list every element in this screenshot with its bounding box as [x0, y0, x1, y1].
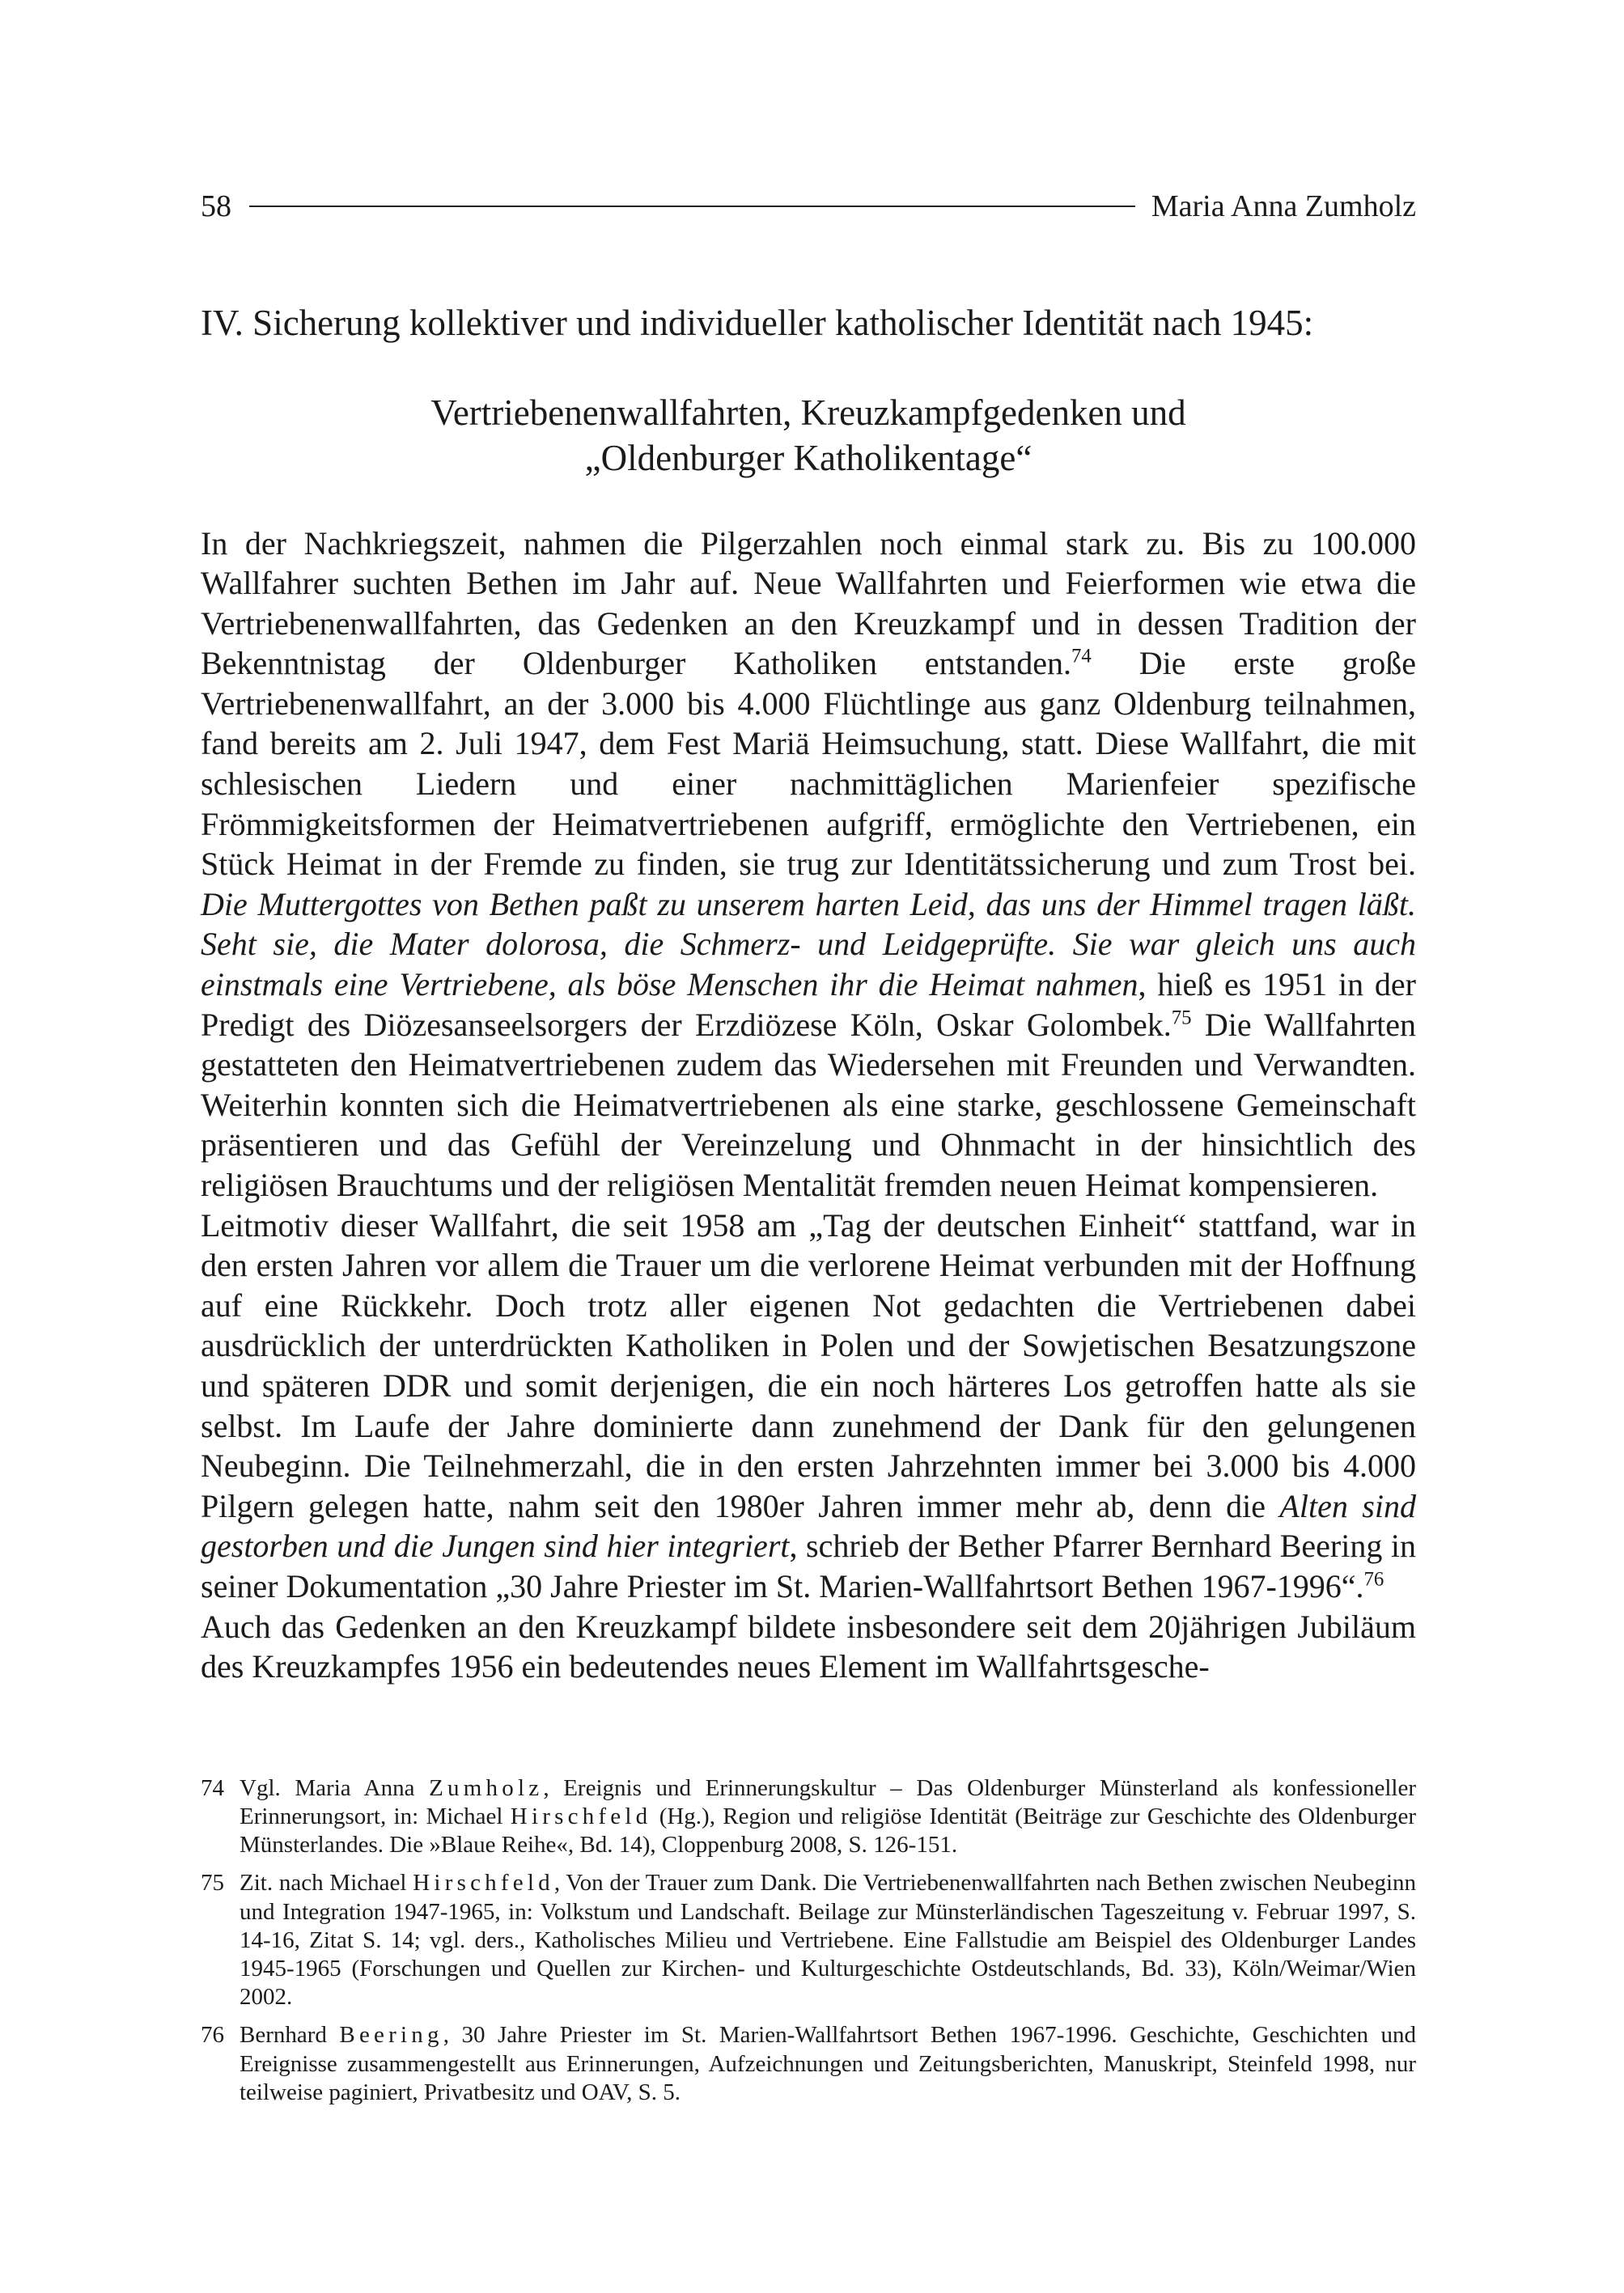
text-run: Die Wallfahrten gestatteten den Heimatvertriebenen zudem das Wiedersehen mit Freunden und Verwandten. Weiterhin konnten sich die Heimatvertriebenen als eine starke, geschlossene Gemeinschaft präsentieren und das Gefühl der Vereinzelung und Ohnmacht in der hinsichtlich des religiösen Brauchtums und der religiösen Mentalität fremden neuen Heimat kompensieren. [201, 1006, 1417, 1203]
subtitle-line-1: Vertriebenenwallfahrten, Kreuzkampfgedenken und [430, 392, 1186, 433]
paragraph-3: Auch das Gedenken an den Kreuzkampf bildete insbesondere seit dem 20jährigen Jubiläum des Kreuzkampfes 1956 ein bedeutendes neues Element im Wallfahrtsgesche- [201, 1608, 1416, 1685]
header-rule [249, 206, 1135, 207]
text-run: Bernhard [240, 2022, 340, 2049]
section-heading: IV. Sicherung kollektiver und individueller katholischer Identität nach 1945: [201, 303, 1314, 343]
text-run: , Von der Trauer zum Dank. Die Vertriebenenwallfahrten nach Bethen zwischen Neubeginn und Integration 1947-1965, in: Volkstum und Landschaft. Beilage zur Münsterländischen Tageszeitung v. Februar 1997, S. 14-16, Zitat S. 14; vgl. ders., Katholisches Milieu und Vertriebene. Eine Fallstudie am Beispiel des Oldenburger Landes 1945-1965 (Forschungen und Quellen zur Kirchen- und Kulturgeschichte Ostdeutschlands, Bd. 33), Köln/Weimar/Wien 2002. [240, 1870, 1416, 2011]
text-run: , 30 Jahre Priester im St. Marien-Wallfahrtsort Bethen 1967-1996. Geschichte, Geschichten und Ereignisse zusammengestellt aus Erinnerungen, Aufzeichnungen und Zeitungsberichten, Manuskript, Steinfeld 1998, nur teilweise paginiert, Privatbesitz und OAV, S. 5. [240, 2022, 1416, 2105]
footnote-number: 75 [201, 1870, 224, 1897]
author-name: Hirschfeld [413, 1870, 554, 1897]
paragraph-2 [201, 1206, 1416, 1607]
footnote-ref-75: 75 [1171, 1007, 1192, 1029]
author-name: Zumholz [429, 1774, 544, 1801]
footnote-76 [201, 2021, 1416, 2107]
text-run: Die erste große Vertriebenenwallfahrt, an der 3.000 bis 4.000 Flüchtlinge aus ganz Oldenburg teilnahmen, fand bereits am 2. Juli 1947, dem Fest Mariä Heimsuchung, statt. Diese Wallfahrt, die mit schlesischen Liedern und einer nachmittäglichen Marienfeier spezifische Frömmigkeitsformen der Heimatvertriebenen aufgriff, ermöglichte den Vertriebenen, ein Stück Heimat in der Fremde zu finden, sie trug zur Identitätssicherung und zum Trost bei. [201, 645, 1416, 883]
page-number: 58 [201, 189, 231, 223]
footnote-75 [201, 1869, 1416, 2011]
text-run: Vgl. Maria Anna [240, 1774, 430, 1801]
subtitle-line-2: „Oldenburger Katholikentage“ [584, 438, 1032, 479]
text-run: , Ereignis und Erinnerungskultur – Das Oldenburger Münsterland als konfessioneller Erinnerungsort, in: Michael [240, 1774, 1416, 1829]
footnote-74 [201, 1774, 1416, 1860]
footnote-text [240, 1774, 1416, 1860]
text-run: In der Nachkriegszeit, nahmen die Pilgerzahlen noch einmal stark zu. Bis zu 100.000 Wallfahrer suchten Bethen im Jahr auf. Neue Wallfahrten und Feierformen wie etwa die Vertriebenenwallfahrten, das Gedenken an den Kreuzkampf und in dessen Tradition der Bekenntnistag der Oldenburger Katholiken entstanden. [201, 524, 1416, 682]
footnote-ref-76: 76 [1363, 1568, 1384, 1591]
running-head-author: Maria Anna Zumholz [1151, 189, 1416, 223]
footnote-text [240, 2021, 1416, 2107]
footnote-number: 74 [201, 1774, 224, 1801]
quotation: Die Muttergottes von Bethen paßt zu unserem harten Leid, das uns der Himmel tragen läßt. Seht sie, die Mater dolorosa, die Schmerz- und Leidgeprüfte. Sie war gleich uns auch einstmals eine Vertriebene, als böse Menschen ihr die Heimat nahmen [201, 885, 1416, 1003]
paragraph-1 [201, 523, 1416, 1206]
footnote-text [240, 1869, 1416, 2011]
text-run: Zit. nach Michael [240, 1870, 413, 1897]
text-run: , hieß es 1951 in der Predigt des Diözesanseelsorgers der Erzdiözese Köln, Oskar Golombek. [201, 966, 1417, 1043]
footnote-number: 76 [201, 2022, 224, 2049]
body-text [201, 523, 1416, 1687]
footnote-ref-74: 74 [1071, 645, 1092, 668]
author-name: Beering [339, 2022, 443, 2049]
section-subtitle [201, 390, 1416, 481]
author-name: Hirschfeld [510, 1803, 652, 1829]
footnotes [201, 1774, 1416, 2107]
text-run: (Hg.), Region und religiöse Identität (Beiträge zur Geschichte des Oldenburger Münsterlandes. Die »Blaue Reihe«, Bd. 14), Cloppenburg 2008, S. 126-151. [240, 1803, 1416, 1859]
book-page [201, 186, 1416, 2117]
text-run: Leitmotiv dieser Wallfahrt, die seit 1958 am „Tag der deutschen Einheit“ stattfand, war in den ersten Jahren vor allem die Trauer um die verlorene Heimat verbunden mit der Hoffnung auf eine Rückkehr. Doch trotz aller eigenen Not gedachten die Vertriebenen dabei ausdrücklich der unterdrückten Katholiken in Polen und der Sowjetischen Besatzungszone und späteren DDR und somit derjenigen, die ein noch härteres Los getroffen hatte als sie selbst. Im Laufe der Jahre dominierte dann zunehmend der Dank für den gelungenen Neubeginn. Die Teilnehmerzahl, die in den ersten Jahrzehnten immer bei 3.000 bis 4.000 Pilgern gelegen hatte, nahm seit den 1980er Jahren immer mehr ab, denn die [201, 1206, 1416, 1524]
running-head [201, 186, 1416, 227]
quotation: Alten sind gestorben und die Jungen sind hier integriert [201, 1487, 1416, 1565]
text-run: , schrieb der Bether Pfarrer Bernhard Beering in seiner Dokumentation „30 Jahre Priester im St. Marien-Wallfahrtsort Bethen 1967-1996“. [201, 1528, 1416, 1604]
